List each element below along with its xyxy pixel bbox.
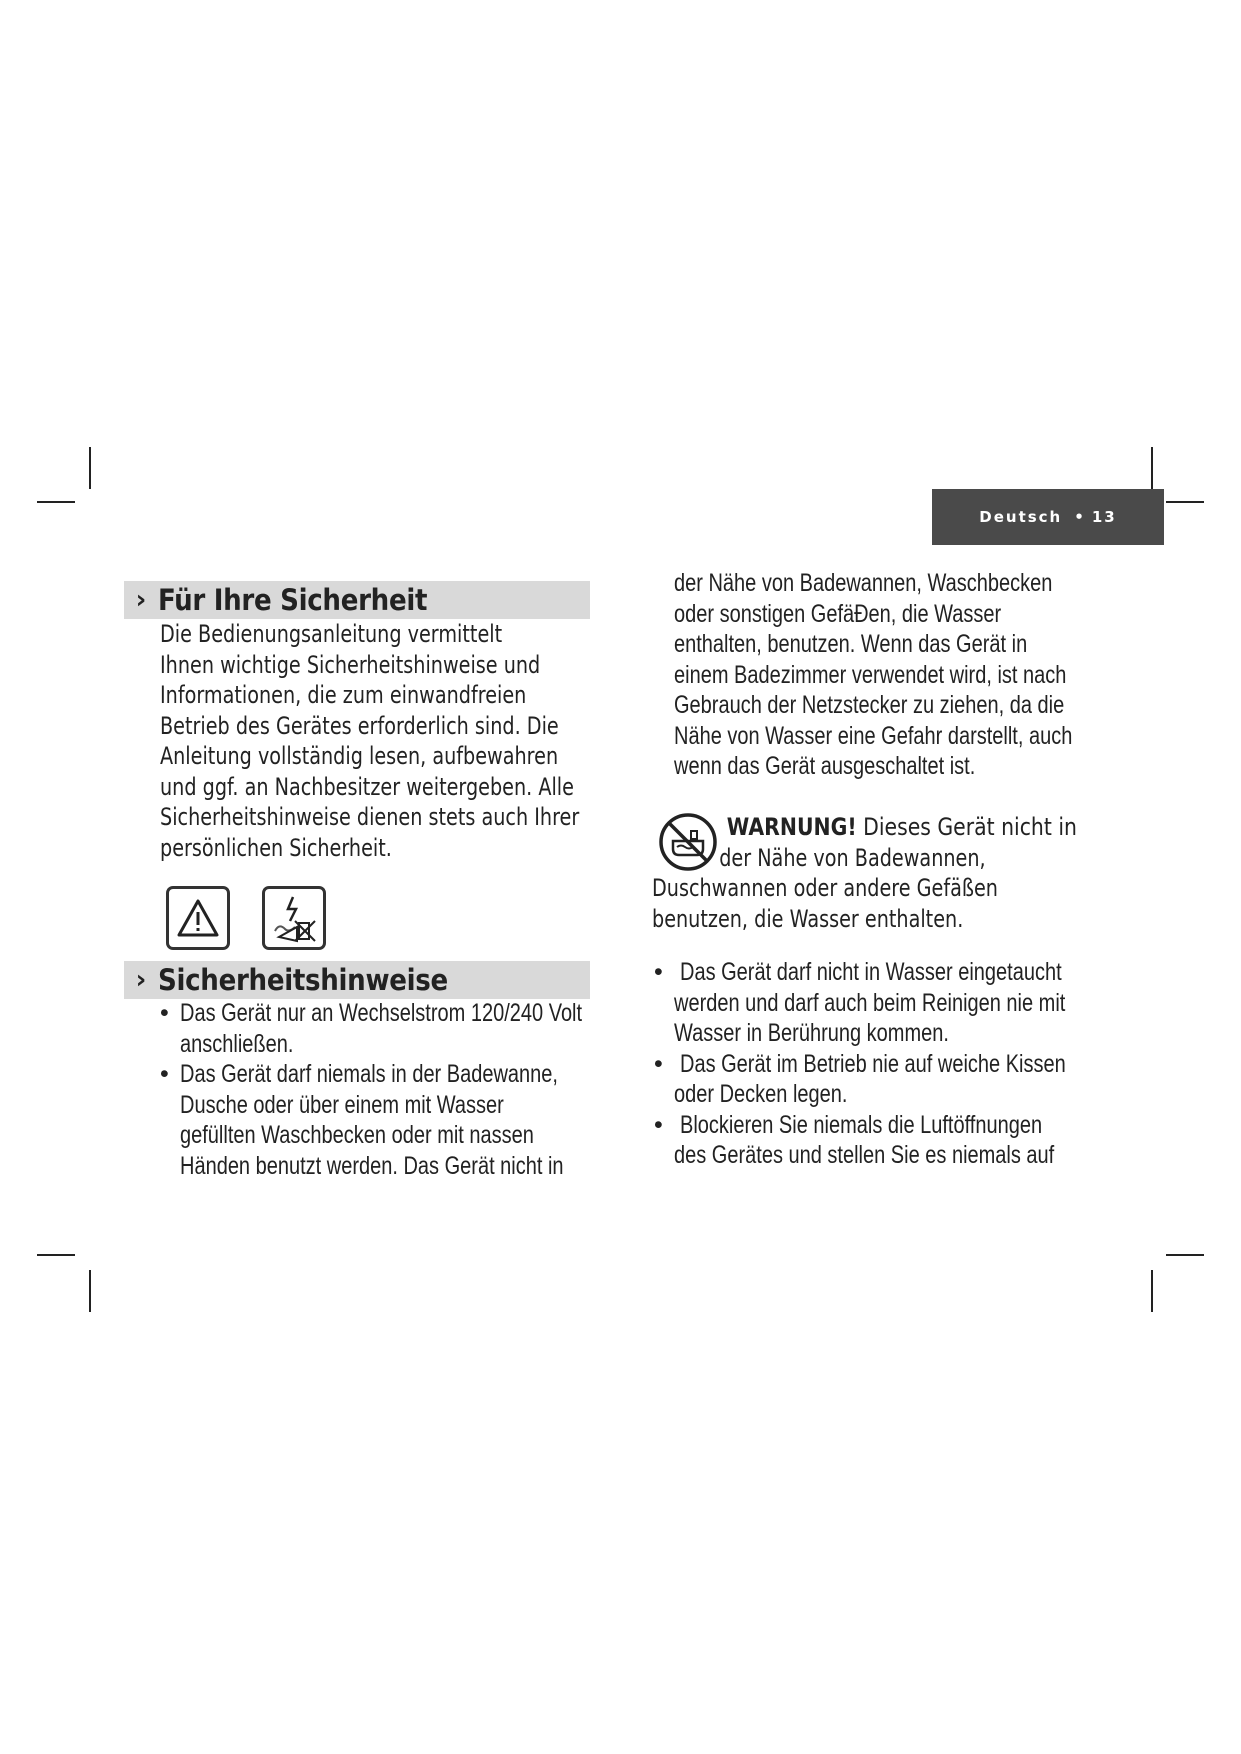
chevron-right-icon: › (135, 965, 147, 995)
warning-first-line (652, 812, 1077, 843)
list-item: • Das Gerät nur an Wechselstrom 120/240 Volt anschließen. (160, 999, 583, 1058)
paragraph-line: Nähe von Wasser eine Gefahr darstellt, auch (674, 721, 1073, 750)
paragraph-line: Duschwannen oder andere Gefäßen (652, 874, 998, 902)
paragraph-line: Ihnen wichtige Sicherheitshinweise und (160, 650, 541, 679)
safety-bullet-list (160, 998, 620, 1181)
continuation-paragraph (674, 568, 1114, 782)
paragraph-line: der Nähe von Badewannen, (719, 843, 986, 872)
bullet-dot: • (654, 958, 663, 986)
paragraph-line: wenn das Gerät ausgeschaltet ist. (674, 752, 976, 780)
warning-label: WARNUNG! (726, 813, 857, 841)
bullet-dot: • (160, 1060, 169, 1088)
crop-mark (1151, 1270, 1153, 1312)
paragraph-line: benutzen, die Wasser enthalten. (652, 904, 964, 933)
crop-mark (37, 501, 75, 503)
section-heading-safety (124, 581, 590, 619)
paragraph-line: der Nähe von Badewannen, Waschbecken (674, 569, 1053, 597)
crop-mark (1166, 1254, 1204, 1256)
intro-paragraph (160, 619, 620, 863)
right-bullet-list (654, 957, 1114, 1171)
list-item: • Das Gerät darf nicht in Wasser eingetaucht werden und darf auch beim Reinigen nie mit Wasser in Berührung kommen. (654, 958, 1066, 1047)
heading-text: Sicherheitshinweise (158, 963, 448, 997)
paragraph-line: Gebrauch der Netzstecker zu ziehen, da die (674, 691, 1065, 719)
crop-mark (89, 1270, 91, 1312)
section-heading-safety-notes (124, 961, 590, 999)
bullet-dot: • (654, 1049, 663, 1078)
warning-triangle-icon (166, 886, 230, 950)
safety-icons (166, 886, 326, 950)
paragraph-line: einem Badezimmer verwendet wird, ist nach (674, 660, 1067, 689)
list-item: • Blockieren Sie niemals die Luftöffnungen des Gerätes und stellen Sie es niemals auf (654, 1110, 1055, 1169)
paragraph-line: enthalten, benutzen. Wenn das Gerät in (674, 630, 1028, 658)
crop-mark (1166, 501, 1204, 503)
page-tab (932, 489, 1164, 545)
heading-text: Für Ihre Sicherheit (158, 583, 428, 617)
paragraph-line: Anleitung vollständig lesen, aufbewahren (160, 742, 559, 770)
paragraph-line: Informationen, die zum einwandfreien (160, 681, 527, 709)
crop-mark (89, 447, 91, 489)
paragraph-line: Sicherheitshinweise dienen stets auch Ihrer (160, 803, 580, 831)
paragraph-line: und ggf. an Nachbesitzer weitergeben. Alle (160, 772, 574, 801)
bullet-dot: • (160, 999, 169, 1027)
paragraph-line: Betrieb des Gerätes erforderlich sind. Die (160, 711, 559, 740)
separator: • (1074, 508, 1086, 526)
paragraph-line: Die Bedienungsanleitung vermittelt (160, 620, 503, 648)
warning-line-text: Dieses Gerät nicht in (863, 813, 1077, 841)
crop-mark (37, 1254, 75, 1256)
crop-mark (1151, 447, 1153, 489)
paragraph-line: persönlichen Sicherheit. (160, 833, 392, 862)
language-label: Deutsch (979, 508, 1063, 526)
paragraph-line: oder sonstigen GefäÐen, die Wasser (674, 599, 1002, 628)
list-item: • Das Gerät im Betrieb nie auf weiche Kissen oder Decken legen. (654, 1049, 1066, 1108)
electric-hazard-disposal-icon (262, 886, 326, 950)
warning-paragraph (652, 812, 1122, 934)
list-item: • Das Gerät darf niemals in der Badewanne, Dusche oder über einem mit Wasser gefüllten Waschbecken oder mit nassen Händen benutzt werden. Das Gerät nicht in (160, 1060, 564, 1180)
chevron-right-icon: › (135, 585, 147, 615)
bullet-dot: • (654, 1110, 663, 1139)
page-number: 13 (1091, 508, 1117, 526)
